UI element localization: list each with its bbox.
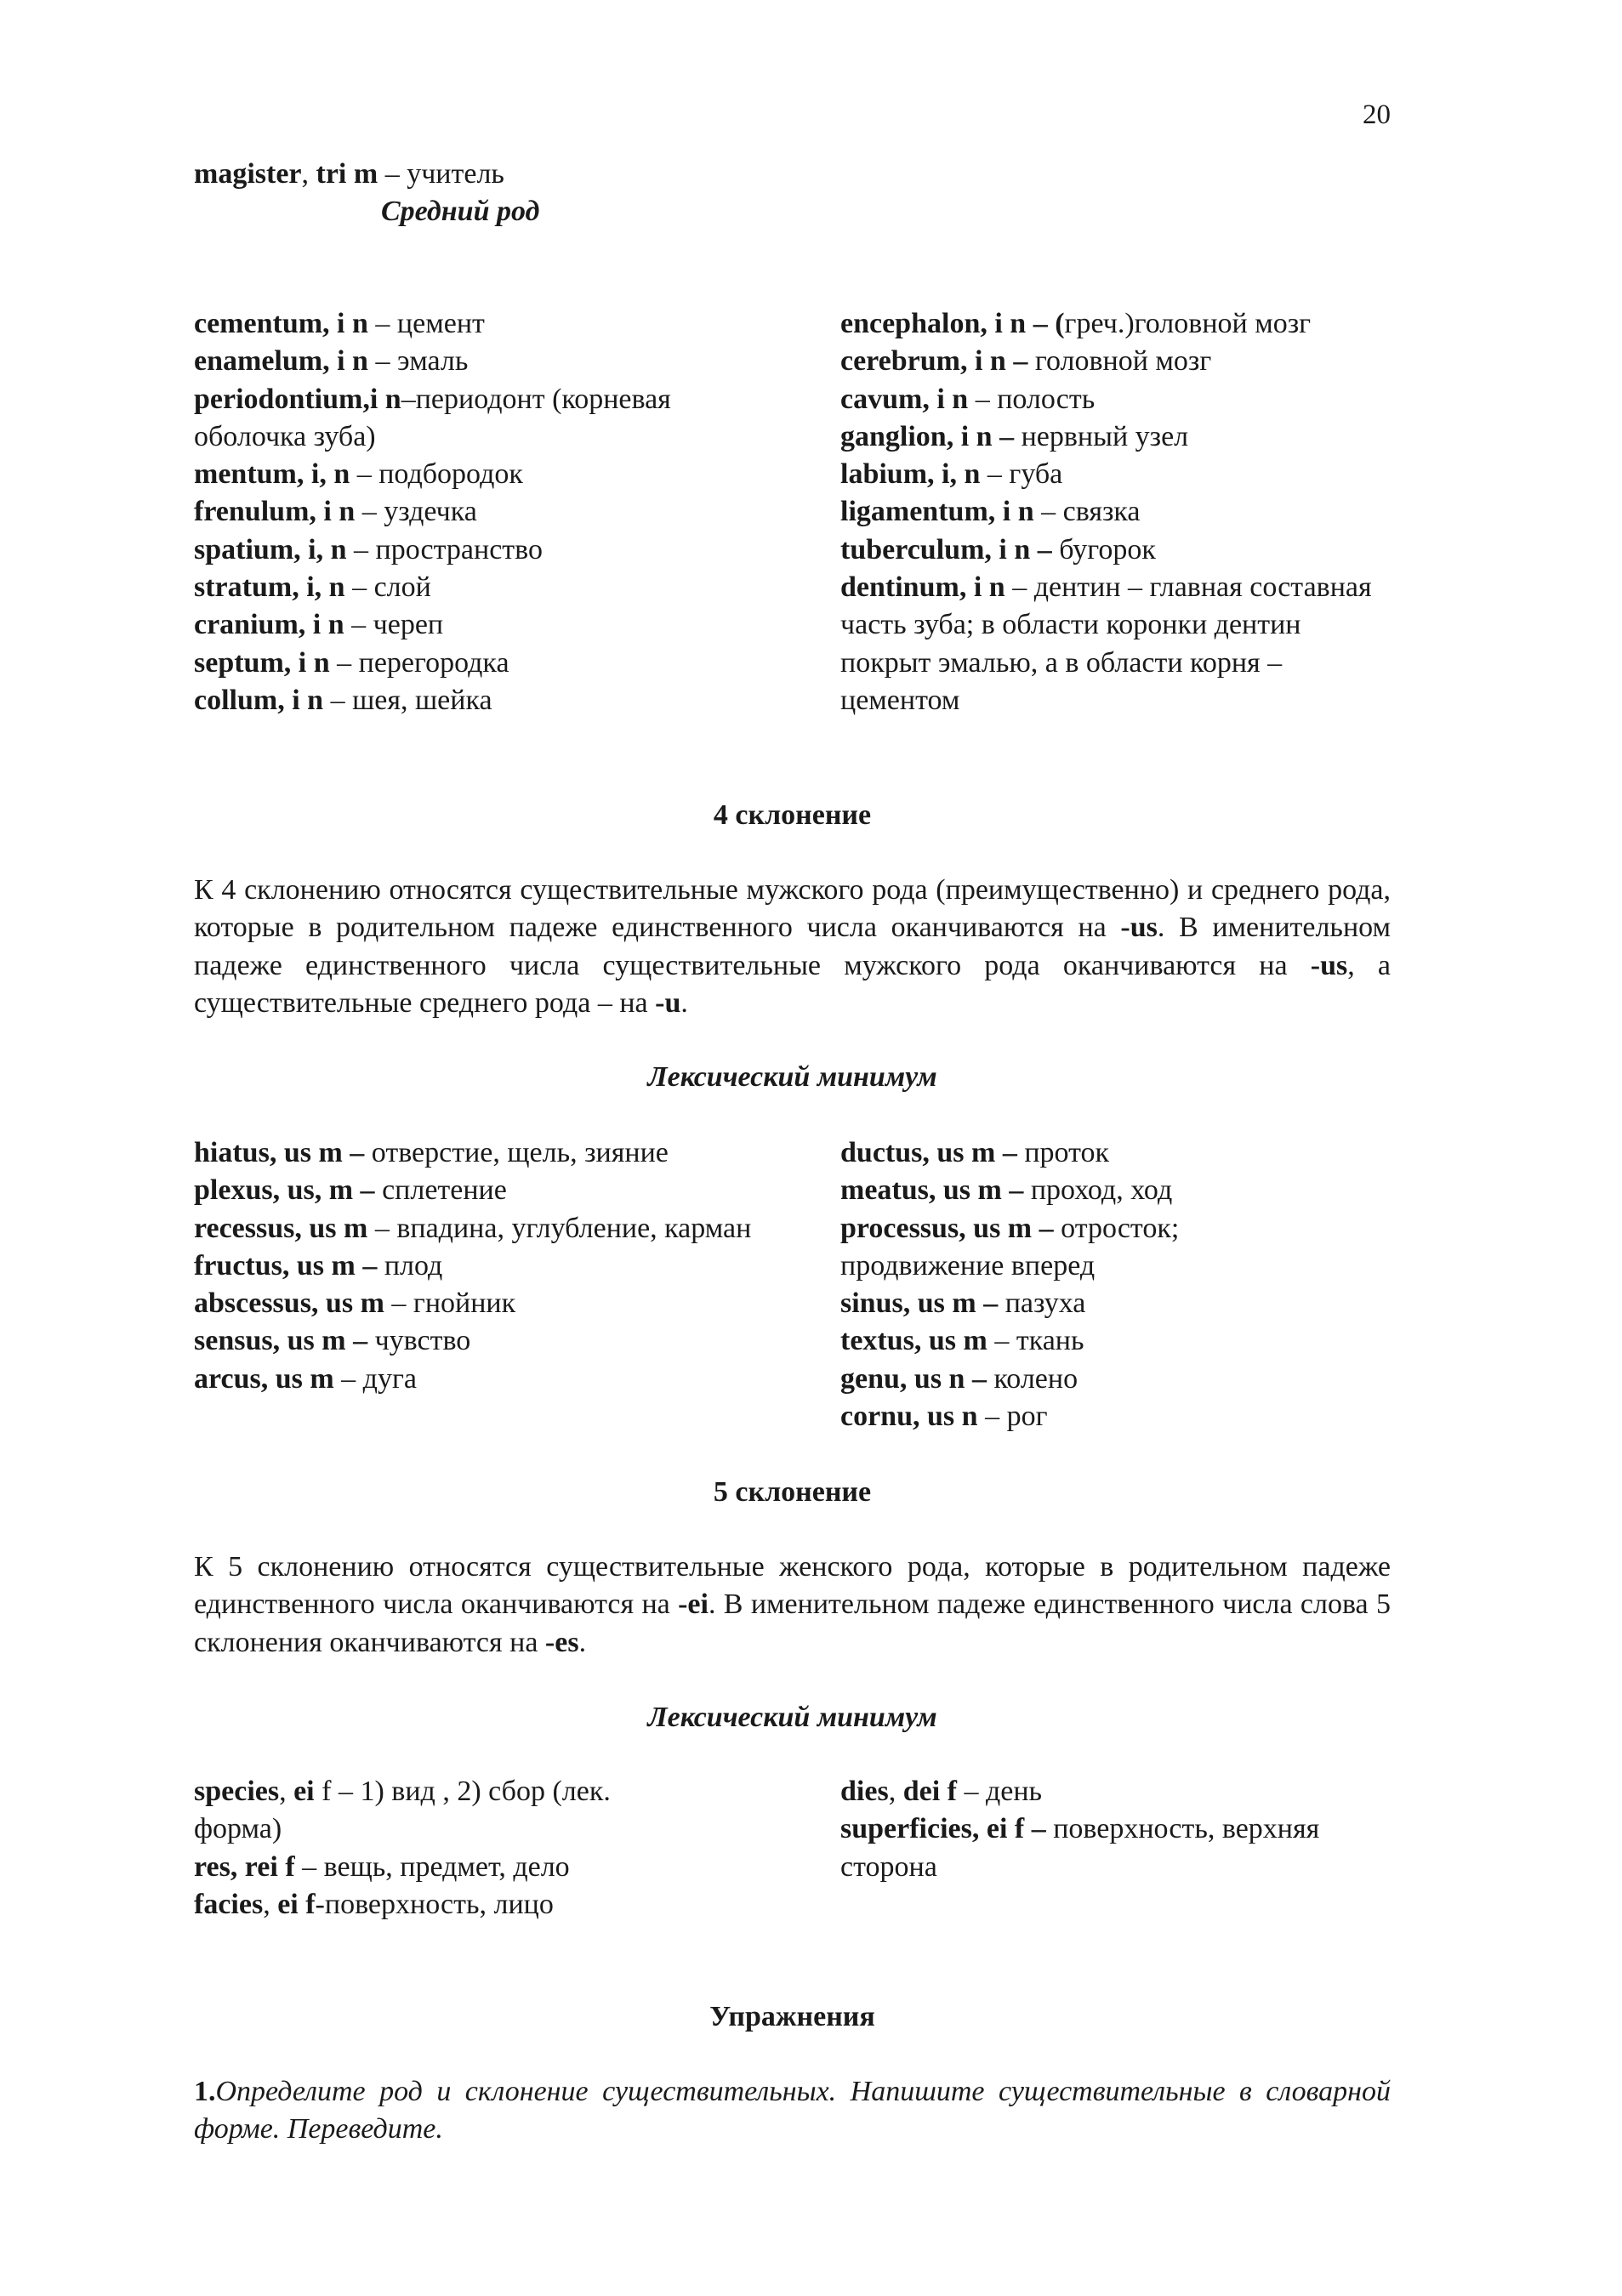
entry-dash: – — [378, 158, 407, 190]
exercise-number: 1. — [194, 2076, 216, 2107]
entry-term: magister — [194, 158, 302, 190]
vocab-entry: abscessus, us m – гнойник — [194, 1287, 516, 1320]
vocab-entry: spatium, i, n – пространство — [194, 533, 543, 565]
entry-ending: tri m — [316, 158, 378, 190]
vocab-entry: res, rei f – вещь, предмет, дело — [194, 1850, 570, 1883]
subheading-decl4-minimum: Лексический минимум — [647, 1061, 937, 1093]
subheading-neuter: Средний род — [381, 196, 540, 227]
paragraph-decl4: К 4 склонению относятся существительные мужского рода (преимущественно) и среднего рода, которые в родительном падеже единственного числа оканчиваются на -us. В именительном падеже единственного числа существительные мужского рода оканчиваются на -us, а существительные среднего рода – на -u. — [194, 874, 1392, 1019]
vocab-entry: meatus, us m – проход, ход — [840, 1174, 1173, 1207]
vocab-entry: cerebrum, i n – головной мозг — [840, 345, 1212, 378]
vocab-entry: collum, i n – шея, шейка — [194, 684, 492, 716]
vocab-entry: mentum, i, n – подбородок — [194, 458, 523, 491]
vocab-entry: cornu, us n – рог — [840, 1401, 1048, 1433]
vocab-entry: dies, dei f – день — [840, 1776, 1043, 1807]
vocab-entry: plexus, us, m – сплетение — [194, 1174, 507, 1207]
entry-magister — [194, 156, 1391, 193]
vocab-entry: textus, us m – ткань — [840, 1325, 1084, 1357]
heading-decl5: 5 склонение — [713, 1476, 872, 1508]
vocab-entry: recessus, us m – впадина, углубление, карман — [194, 1212, 752, 1244]
vocab-entry: cavum, i n – полость — [840, 383, 1096, 415]
vocab-entry: ligamentum, i n – связка — [840, 496, 1141, 528]
decl4-vocabulary — [194, 1134, 1391, 1435]
vocab-entry: septum, i n – перегородка — [194, 646, 509, 679]
vocab-entry: sinus, us m – пазуха — [840, 1287, 1086, 1320]
top-entry — [194, 156, 1391, 230]
vocab-entry: stratum, i, n – слой — [194, 571, 431, 604]
vocab-entry: cranium, i n – череп — [194, 609, 444, 641]
vocab-entry: ductus, us m – проток — [840, 1137, 1110, 1168]
vocab-entry: superficies, ei f – поверхность, верхняя сторона — [840, 1813, 1320, 1883]
vocab-column-left — [194, 1134, 840, 1435]
vocab-entry: frenulum, i n – уздечка — [194, 496, 477, 528]
exercise-text: Определите род и склонение существительных. Напишите существительные в словарной форме. Переведите. — [194, 2076, 1391, 2145]
vocab-entry: hiatus, us m – отверстие, щель, зияние — [194, 1137, 669, 1168]
entry-translation: учитель — [407, 158, 504, 190]
vocab-entry: encephalon, i n – (греч.)головной мозг — [840, 308, 1312, 339]
vocab-entry: processus, us m – отросток; продвижение вперед — [840, 1212, 1180, 1282]
vocab-column-left — [194, 305, 840, 719]
paragraph-decl5: К 5 склонению относятся существительные женского рода, которые в родительном падеже единственного числа оканчиваются на -ei. В именительном падеже единственного числа слова 5 склонения оканчиваются на -es. — [194, 1551, 1391, 1658]
entry-comma: , — [301, 158, 316, 190]
vocab-column-right — [840, 305, 1391, 719]
heading-exercises: Упражнения — [709, 2001, 875, 2032]
vocab-entry: sensus, us m – чувство — [194, 1325, 471, 1357]
vocab-entry: labium, i, n – губа — [840, 458, 1063, 491]
heading-decl4: 4 склонение — [713, 799, 872, 831]
vocab-entry: ganglion, i n – нервный узел — [840, 420, 1189, 452]
vocab-entry: enamelum, i n – эмаль — [194, 345, 469, 378]
vocab-entry: arcus, us m – дуга — [194, 1362, 418, 1395]
vocab-entry: tuberculum, i n – бугорок — [840, 533, 1156, 565]
exercise-1 — [194, 2073, 1391, 2149]
vocab-entry: fructus, us m – плод — [194, 1249, 443, 1282]
decl5-vocabulary — [194, 1773, 1391, 1924]
vocab-entry: genu, us n – колено — [840, 1362, 1078, 1395]
vocab-entry: periodontium,i n–периодонт (корневая оболочка зуба) — [194, 383, 671, 452]
vocab-column-right — [840, 1773, 1391, 1924]
page-number: 20 — [1363, 99, 1391, 130]
vocab-entry: cementum, i n – цемент — [194, 308, 485, 339]
subheading-decl5-minimum: Лексический минимум — [647, 1702, 937, 1733]
vocab-entry: species, ei f – 1) вид , 2) сбор (лек. форма) — [194, 1776, 611, 1845]
neuter-vocabulary — [194, 305, 1391, 719]
vocab-entry: facies, ei f-поверхность, лицо — [194, 1888, 554, 1920]
vocab-column-left — [194, 1773, 840, 1924]
vocab-column-right — [840, 1134, 1391, 1435]
vocab-entry: dentinum, i n – дентин – главная составная часть зуба; в области коронки дентин покрыт эмалью, а в области корня – цементом — [840, 571, 1372, 716]
